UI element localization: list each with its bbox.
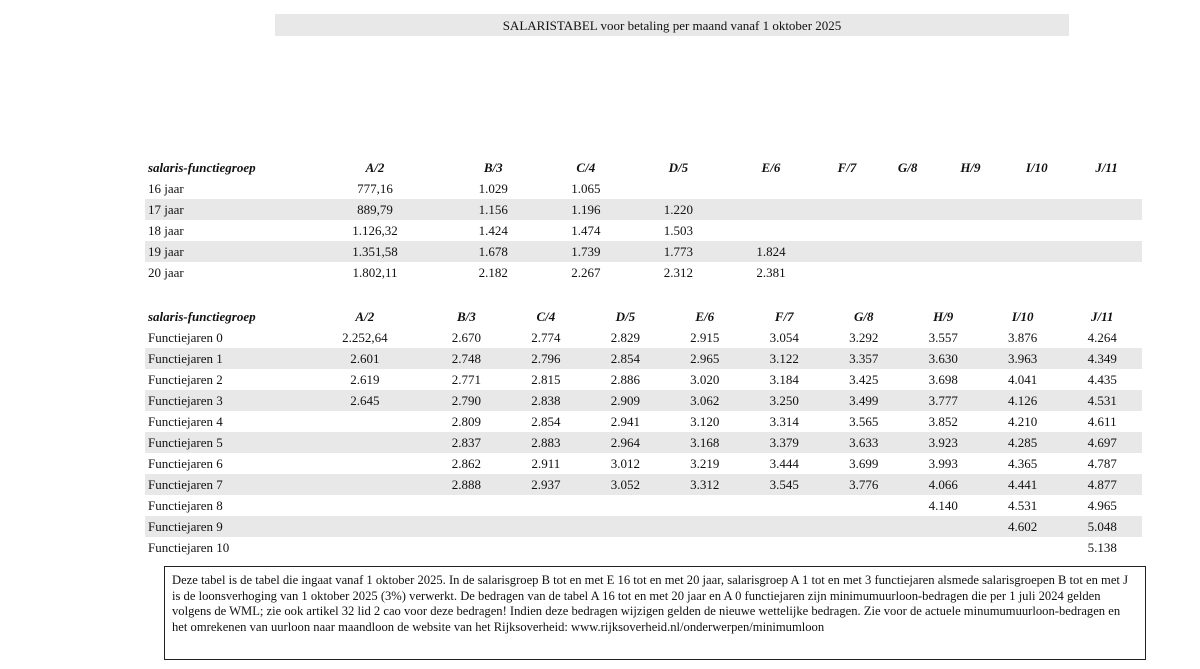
table-cell: 3.250 xyxy=(745,390,824,411)
table-cell: 2.790 xyxy=(427,390,506,411)
header-cell: I/10 xyxy=(1025,160,1048,175)
table-cell xyxy=(1002,178,1071,199)
table-cell: 1.739 xyxy=(540,241,633,262)
table-cell xyxy=(665,537,744,558)
table-cell: 4.210 xyxy=(1008,414,1038,429)
header-cell: D/5 xyxy=(668,160,689,175)
table-cell: 2.837 xyxy=(427,432,506,453)
table-cell xyxy=(817,241,876,262)
table-row xyxy=(145,390,1142,411)
table-cell: 3.963 xyxy=(983,348,1062,369)
table-cell: 3.698 xyxy=(928,372,958,387)
footnote-box: Deze tabel is de tabel die ingaat vanaf 1 oktober 2025. In de salarisgroep B tot en met E 16 tot en met 20 jaar, salarisgroep A 1 tot en met 3 functiejaren alsmede salarisgroepen B tot en met J is de loonsverhoging van 1 oktober 2025 (3%) verwerkt. De bedragen van de tabel A 16 tot en met 20 jaar en A 0 functiejaren zijn minimumuurloon-bedragen die per 1 juli 2024 gelden volgens de WML; zie ook artikel 32 lid 2 cao voor deze bedragen! Indien deze bedragen wijzigen gelden de nieuwe wettelijke bedragen. Zie voor de actuele minumumuurloon-bedragen en het omrekenen van uurloon naar maandloon de website van het Rijksoverheid: www.rijksoverheid.nl/onderwerpen/minimumloon xyxy=(164,566,1146,660)
table-cell: 2.883 xyxy=(506,432,585,453)
table-cell xyxy=(938,262,1002,283)
table-row xyxy=(145,199,1142,220)
table-cell: 2.619 xyxy=(350,372,380,387)
table-cell xyxy=(1002,220,1071,241)
header-cell: F/7 xyxy=(837,160,857,175)
table-cell: 4.697 xyxy=(1062,432,1142,453)
table-cell: 3.444 xyxy=(769,456,799,471)
header-cell: J/11 xyxy=(1090,309,1114,324)
table-row xyxy=(145,348,1142,369)
table-cell: 3.052 xyxy=(586,474,665,495)
table-cell: 1.802,11 xyxy=(352,265,398,280)
table-cell: 2.809 xyxy=(451,414,481,429)
table-cell: 3.012 xyxy=(610,456,640,471)
table-cell: 1.029 xyxy=(478,181,508,196)
table-cell: 1.196 xyxy=(540,199,633,220)
table-cell: 2.670 xyxy=(451,330,481,345)
table-cell: 3.219 xyxy=(690,456,720,471)
header-cell: H/9 xyxy=(960,160,981,175)
table-cell: 3.292 xyxy=(849,330,879,345)
table-cell xyxy=(745,495,824,516)
table-cell xyxy=(938,220,1002,241)
table-cell: 1.503 xyxy=(663,223,694,238)
table-cell: 2.771 xyxy=(451,372,481,387)
table-cell: 3.777 xyxy=(903,390,982,411)
table-cell xyxy=(877,241,939,262)
row-label: Functiejaren 1 xyxy=(145,348,303,369)
table-cell: 4.066 xyxy=(903,474,982,495)
table-cell xyxy=(877,262,939,283)
table-cell xyxy=(745,537,824,558)
table-row xyxy=(145,178,1142,199)
row-label: 16 jaar xyxy=(148,181,184,196)
table-cell: 4.041 xyxy=(1008,372,1038,387)
table-cell xyxy=(506,516,585,537)
table-cell: 1.156 xyxy=(447,199,540,220)
table-header-row xyxy=(145,306,1142,327)
header-cell: G/8 xyxy=(853,309,874,324)
table-cell xyxy=(1002,262,1071,283)
table-cell: 1.126,32 xyxy=(352,223,398,238)
table-cell xyxy=(938,199,1002,220)
header-cell: B/3 xyxy=(456,309,476,324)
table-cell xyxy=(632,178,725,199)
header-cell: B/3 xyxy=(483,160,503,175)
table-cell xyxy=(817,199,876,220)
table-cell: 2.941 xyxy=(610,414,640,429)
table-cell: 3.357 xyxy=(824,348,903,369)
table-cell: 4.602 xyxy=(983,516,1062,537)
table-cell: 2.854 xyxy=(531,414,561,429)
header-cell: E/6 xyxy=(695,309,715,324)
table-cell: 4.877 xyxy=(1062,474,1142,495)
table-cell: 3.122 xyxy=(745,348,824,369)
table-cell xyxy=(1071,241,1142,262)
table-cell: 3.499 xyxy=(824,390,903,411)
page-title: SALARISTABEL voor betaling per maand vanaf 1 oktober 2025 xyxy=(275,14,1069,36)
table-cell xyxy=(303,453,427,474)
table-cell: 2.796 xyxy=(506,348,585,369)
table-cell xyxy=(1071,178,1142,199)
header-cell: A/2 xyxy=(365,160,385,175)
table-cell: 4.285 xyxy=(983,432,1062,453)
table-cell xyxy=(586,537,665,558)
table-cell: 2.937 xyxy=(506,474,585,495)
table-cell: 2.838 xyxy=(506,390,585,411)
row-label: Functiejaren 6 xyxy=(148,456,223,471)
header-cell: A/2 xyxy=(355,309,375,324)
table-cell xyxy=(725,199,818,220)
table-cell: 777,16 xyxy=(357,181,393,196)
table-cell xyxy=(303,537,427,558)
table-cell: 3.630 xyxy=(903,348,982,369)
table-cell xyxy=(1002,199,1071,220)
table-cell: 3.699 xyxy=(849,456,879,471)
table-cell: 3.557 xyxy=(928,330,958,345)
table-row xyxy=(145,241,1142,262)
table-cell: 2.888 xyxy=(427,474,506,495)
header-cell: H/9 xyxy=(933,309,954,324)
table-cell: 2.854 xyxy=(586,348,665,369)
table-cell: 2.829 xyxy=(610,330,640,345)
table-cell: 2.911 xyxy=(531,456,561,471)
table-cell: 4.611 xyxy=(1087,414,1117,429)
table-row xyxy=(145,327,1142,348)
table-cell: 3.312 xyxy=(665,474,744,495)
table-cell: 4.531 xyxy=(1062,390,1142,411)
row-label: 18 jaar xyxy=(148,223,184,238)
table-cell xyxy=(903,516,982,537)
table-cell: 3.545 xyxy=(745,474,824,495)
table-cell: 5.138 xyxy=(1087,540,1117,555)
row-label: Functiejaren 9 xyxy=(145,516,303,537)
table-cell xyxy=(506,495,585,516)
row-label: Functiejaren 8 xyxy=(148,498,223,513)
table-cell: 2.815 xyxy=(531,372,561,387)
table-cell xyxy=(1002,241,1071,262)
table-cell: 3.633 xyxy=(824,432,903,453)
table-cell: 3.314 xyxy=(769,414,799,429)
table-row xyxy=(145,537,1142,558)
table-cell: 3.852 xyxy=(928,414,958,429)
table-cell: 2.886 xyxy=(610,372,640,387)
table-cell: 4.365 xyxy=(1008,456,1038,471)
table-cell xyxy=(938,178,1002,199)
table-cell: 3.565 xyxy=(849,414,879,429)
table-cell: 5.048 xyxy=(1062,516,1142,537)
table-row xyxy=(145,262,1142,283)
row-label: Functiejaren 10 xyxy=(148,540,230,555)
table-cell: 3.776 xyxy=(824,474,903,495)
table-cell xyxy=(824,537,903,558)
table-cell: 2.909 xyxy=(586,390,665,411)
table-cell: 1.678 xyxy=(447,241,540,262)
header-label: salaris-functiegroep xyxy=(148,160,256,175)
row-label: Functiejaren 4 xyxy=(148,414,223,429)
salary-table-age xyxy=(145,157,1142,283)
table-cell: 2.381 xyxy=(756,265,786,280)
header-cell: D/5 xyxy=(615,309,636,324)
table-cell: 1.773 xyxy=(632,241,725,262)
table-cell xyxy=(817,220,876,241)
table-cell xyxy=(938,241,1002,262)
table-cell: 2.774 xyxy=(531,330,561,345)
table-cell: 2.964 xyxy=(586,432,665,453)
table-row xyxy=(145,453,1142,474)
table-cell xyxy=(586,495,665,516)
table-cell xyxy=(983,537,1062,558)
row-label: 20 jaar xyxy=(148,265,184,280)
table-cell: 2.862 xyxy=(451,456,481,471)
table-cell xyxy=(725,178,818,199)
salary-table-age-body xyxy=(145,157,1142,283)
table-cell: 3.184 xyxy=(769,372,799,387)
table-row xyxy=(145,369,1142,390)
table-cell: 3.876 xyxy=(1008,330,1038,345)
table-cell xyxy=(817,262,876,283)
table-cell: 3.993 xyxy=(928,456,958,471)
table-cell xyxy=(817,178,876,199)
header-cell: C/4 xyxy=(576,160,596,175)
table-cell xyxy=(427,495,506,516)
table-cell: 2.748 xyxy=(427,348,506,369)
table-cell: 1.824 xyxy=(725,241,818,262)
table-cell: 1.474 xyxy=(571,223,601,238)
table-row xyxy=(145,411,1142,432)
table-cell xyxy=(745,516,824,537)
table-cell xyxy=(877,199,939,220)
table-cell: 3.020 xyxy=(690,372,720,387)
table-row xyxy=(145,432,1142,453)
table-cell: 4.531 xyxy=(1008,498,1038,513)
table-cell xyxy=(1071,220,1142,241)
table-row xyxy=(145,220,1142,241)
table-cell: 4.965 xyxy=(1087,498,1117,513)
table-cell xyxy=(303,516,427,537)
table-cell: 3.168 xyxy=(665,432,744,453)
table-cell: 3.425 xyxy=(849,372,879,387)
table-cell: 3.054 xyxy=(769,330,799,345)
row-label: Functiejaren 3 xyxy=(145,390,303,411)
table-cell xyxy=(877,220,939,241)
row-label: 19 jaar xyxy=(145,241,303,262)
salary-table-function-years-body xyxy=(145,306,1142,558)
table-cell xyxy=(427,516,506,537)
table-cell: 4.264 xyxy=(1087,330,1117,345)
table-cell: 1.065 xyxy=(571,181,601,196)
table-cell: 3.120 xyxy=(690,414,720,429)
table-cell: 3.062 xyxy=(665,390,744,411)
table-cell: 1.220 xyxy=(632,199,725,220)
table-row xyxy=(145,495,1142,516)
table-cell xyxy=(877,178,939,199)
table-cell: 889,79 xyxy=(303,199,447,220)
header-cell: C/4 xyxy=(536,309,556,324)
table-cell: 4.349 xyxy=(1062,348,1142,369)
table-cell xyxy=(665,516,744,537)
table-cell: 2.915 xyxy=(690,330,720,345)
header-cell: I/10 xyxy=(1011,309,1034,324)
header-cell: F/7 xyxy=(774,309,794,324)
table-cell xyxy=(506,537,585,558)
table-cell xyxy=(586,516,665,537)
table-cell: 2.252,64 xyxy=(342,330,388,345)
row-label: Functiejaren 5 xyxy=(145,432,303,453)
table-cell xyxy=(1071,199,1142,220)
table-cell xyxy=(303,411,427,432)
table-cell xyxy=(427,537,506,558)
table-cell: 2.267 xyxy=(571,265,601,280)
table-cell xyxy=(1071,262,1142,283)
table-row xyxy=(145,474,1142,495)
table-cell xyxy=(665,495,744,516)
table-cell xyxy=(303,474,427,495)
header-cell: J/11 xyxy=(1095,160,1118,175)
table-cell xyxy=(824,516,903,537)
table-row xyxy=(145,516,1142,537)
row-label: Functiejaren 0 xyxy=(148,330,223,345)
table-cell: 2.601 xyxy=(303,348,427,369)
table-cell: 3.923 xyxy=(903,432,982,453)
header-cell: G/8 xyxy=(897,160,918,175)
table-cell xyxy=(824,495,903,516)
table-cell: 1.424 xyxy=(478,223,508,238)
table-cell: 4.787 xyxy=(1087,456,1117,471)
row-label: Functiejaren 7 xyxy=(145,474,303,495)
table-cell xyxy=(903,537,982,558)
table-cell: 2.645 xyxy=(303,390,427,411)
table-cell xyxy=(725,220,818,241)
table-cell: 4.441 xyxy=(983,474,1062,495)
table-cell: 2.312 xyxy=(663,265,694,280)
table-cell: 4.140 xyxy=(928,498,958,513)
table-cell: 2.182 xyxy=(478,265,508,280)
header-label: salaris-functiegroep xyxy=(148,309,256,324)
table-cell: 4.126 xyxy=(983,390,1062,411)
table-cell: 2.965 xyxy=(665,348,744,369)
table-cell xyxy=(303,495,427,516)
table-cell xyxy=(303,432,427,453)
salary-table-function-years xyxy=(145,306,1142,558)
table-cell: 1.351,58 xyxy=(303,241,447,262)
row-label: Functiejaren 2 xyxy=(148,372,223,387)
row-label: 17 jaar xyxy=(145,199,303,220)
header-cell: E/6 xyxy=(761,160,781,175)
table-header-row xyxy=(145,157,1142,178)
table-cell: 3.379 xyxy=(745,432,824,453)
table-cell: 4.435 xyxy=(1087,372,1117,387)
